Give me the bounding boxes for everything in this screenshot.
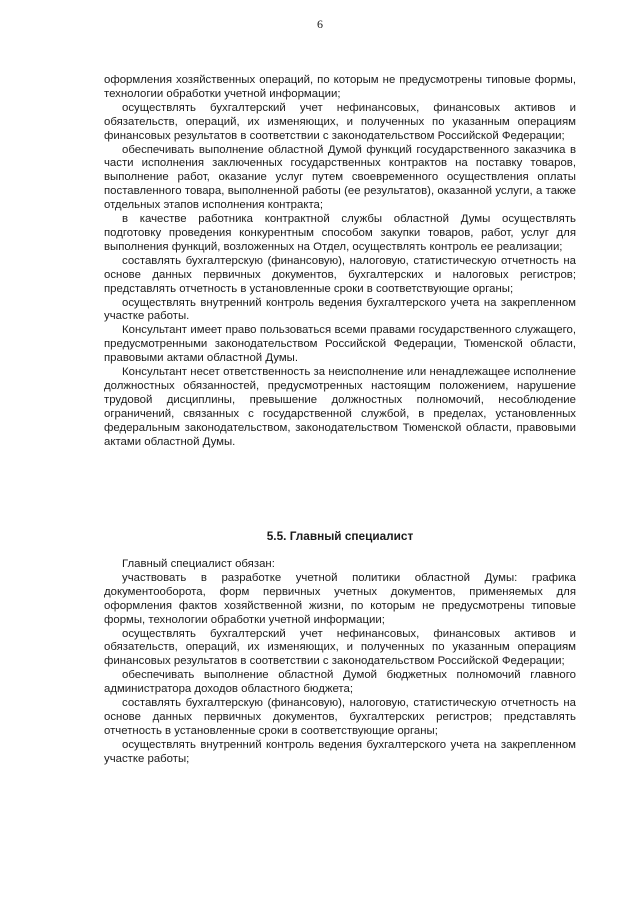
section-heading: 5.5. Главный специалист bbox=[266, 529, 414, 543]
paragraph: Главный специалист обязан: bbox=[122, 558, 275, 570]
paragraph: Консультант имеет право пользоваться всеми правами государственного служащего, предусмотренными законодательством Российской Федерации, Тюменской области, правовыми актами областной Думы. bbox=[104, 324, 576, 365]
paragraph: обеспечивать выполнение областной Думой функций государственного заказчика в части исполнения заключенных государственных контрактов на поставку товаров, выполнение работ, оказание услуг путем своевременного осуществления оплаты поставленного товара, выполненной работы (ее результатов), оказанной услуги, а также отдельных этапов исполнения контракта; bbox=[104, 143, 576, 212]
page-number: 6 bbox=[317, 17, 323, 31]
paragraph: осуществлять бухгалтерский учет нефинансовых, финансовых активов и обязательств, операций, их изменяющих, и полученных по указанным операциям финансовых результатов в соответствии с законодательством Российской Федерации; bbox=[104, 627, 576, 668]
duties-text-top bbox=[104, 74, 576, 449]
paragraph: Консультант несет ответственность за неисполнение или ненадлежащее исполнение должностных обязанностей, предусмотренных настоящим положением, нарушение трудовой дисциплины, превышение должностных полномочий, несоблюдение ограничений, связанных с государственной службой, в пределах, установленных федеральным законодательством, законодательством Тюменской области, правовыми актами областной Думы. bbox=[104, 366, 576, 448]
paragraph: составлять бухгалтерскую (финансовую), налоговую, статистическую отчетность на основе данных первичных документов, бухгалтерских регистров; представлять отчетность в установленные сроки в соответствующие органы; bbox=[104, 697, 576, 737]
paragraph: осуществлять внутренний контроль ведения бухгалтерского учета на закрепленном участке работы; bbox=[104, 738, 576, 765]
paragraph: осуществлять бухгалтерский учет нефинансовых, финансовых активов и обязательств, операций, их изменяющих, и полученных по указанным операциям финансовых результатов в соответствии с законодательством Российской Федерации; bbox=[104, 101, 576, 142]
paragraph: участвовать в разработке учетной политики областной Думы: графика документооборота, форм первичных учетных документов, применяемых для оформления фактов хозяйственной жизни, по которым не предусмотрены типовые формы, технологии обработки учетной информации; bbox=[104, 571, 576, 626]
paragraph: составлять бухгалтерскую (финансовую), налоговую, статистическую отчетность на основе данных первичных документов, бухгалтерских и налоговых регистров; представлять отчетность в установленные сроки в соответствующие органы; bbox=[104, 254, 576, 295]
paragraph: осуществлять внутренний контроль ведения бухгалтерского учета на закрепленном участке работы. bbox=[104, 296, 576, 323]
paragraph: обеспечивать выполнение областной Думой бюджетных полномочий главного администратора доходов областного бюджета; bbox=[104, 669, 576, 696]
paragraph: оформления хозяйственных операций, по которым не предусмотрены типовые формы, технологии обработки учетной информации; bbox=[104, 74, 576, 100]
paragraph: в качестве работника контрактной службы областной Думы осуществлять подготовку проведения конкурентным способом закупки товаров, работ, услуг для выполнения функций, возложенных на Отдел, осуществлять контроль ее реализации; bbox=[104, 213, 576, 253]
duties-text-bottom bbox=[104, 558, 576, 767]
